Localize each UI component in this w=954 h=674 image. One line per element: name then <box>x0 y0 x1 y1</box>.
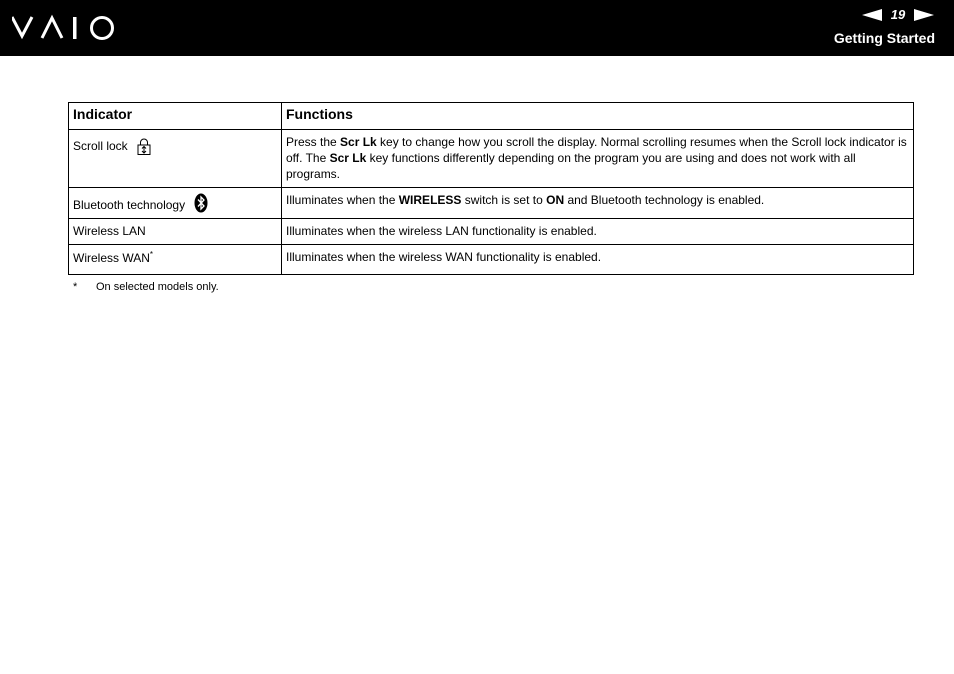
previous-page-arrow-icon[interactable] <box>862 9 882 21</box>
indicator-label: Scroll lock <box>73 139 128 153</box>
page-header <box>0 0 954 56</box>
bluetooth-icon <box>194 193 208 213</box>
scroll-lock-icon <box>137 138 151 155</box>
function-cell: Illuminates when the wireless WAN functionality is enabled. <box>282 245 914 275</box>
function-cell: Illuminates when the WIRELESS switch is set to ON and Bluetooth technology is enabled. <box>282 188 914 219</box>
vaio-logo <box>12 14 120 42</box>
column-header-indicator: Indicator <box>69 103 282 130</box>
indicator-label: Wireless LAN <box>73 224 146 238</box>
indicator-label: Wireless WAN <box>73 251 150 265</box>
page-navigation <box>862 7 934 22</box>
footnote-mark: * <box>73 281 78 293</box>
indicator-cell <box>69 219 282 245</box>
next-page-arrow-icon[interactable] <box>914 9 934 21</box>
table-row <box>69 219 914 245</box>
table-header-row <box>69 103 914 130</box>
indicator-cell <box>69 245 282 275</box>
table-row <box>69 130 914 188</box>
function-cell: Press the Scr Lk key to change how you scroll the display. Normal scrolling resumes when the Scroll lock indicator is off. The Scr Lk key functions differently depending on the program you are using and does not work with all programs. <box>282 130 914 188</box>
table-row <box>69 188 914 219</box>
section-title: Getting Started <box>833 30 935 46</box>
table-row <box>69 245 914 275</box>
page-number: 19 <box>890 7 906 22</box>
column-header-functions: Functions <box>282 103 914 130</box>
footnote <box>73 281 219 293</box>
function-cell: Illuminates when the wireless LAN functionality is enabled. <box>282 219 914 245</box>
indicator-label: Bluetooth technology <box>73 198 186 212</box>
indicator-cell <box>69 130 282 188</box>
footnote-marker: * <box>149 250 154 259</box>
indicator-cell <box>69 188 282 219</box>
indicator-table <box>68 102 914 275</box>
footnote-text: On selected models only. <box>96 281 219 293</box>
